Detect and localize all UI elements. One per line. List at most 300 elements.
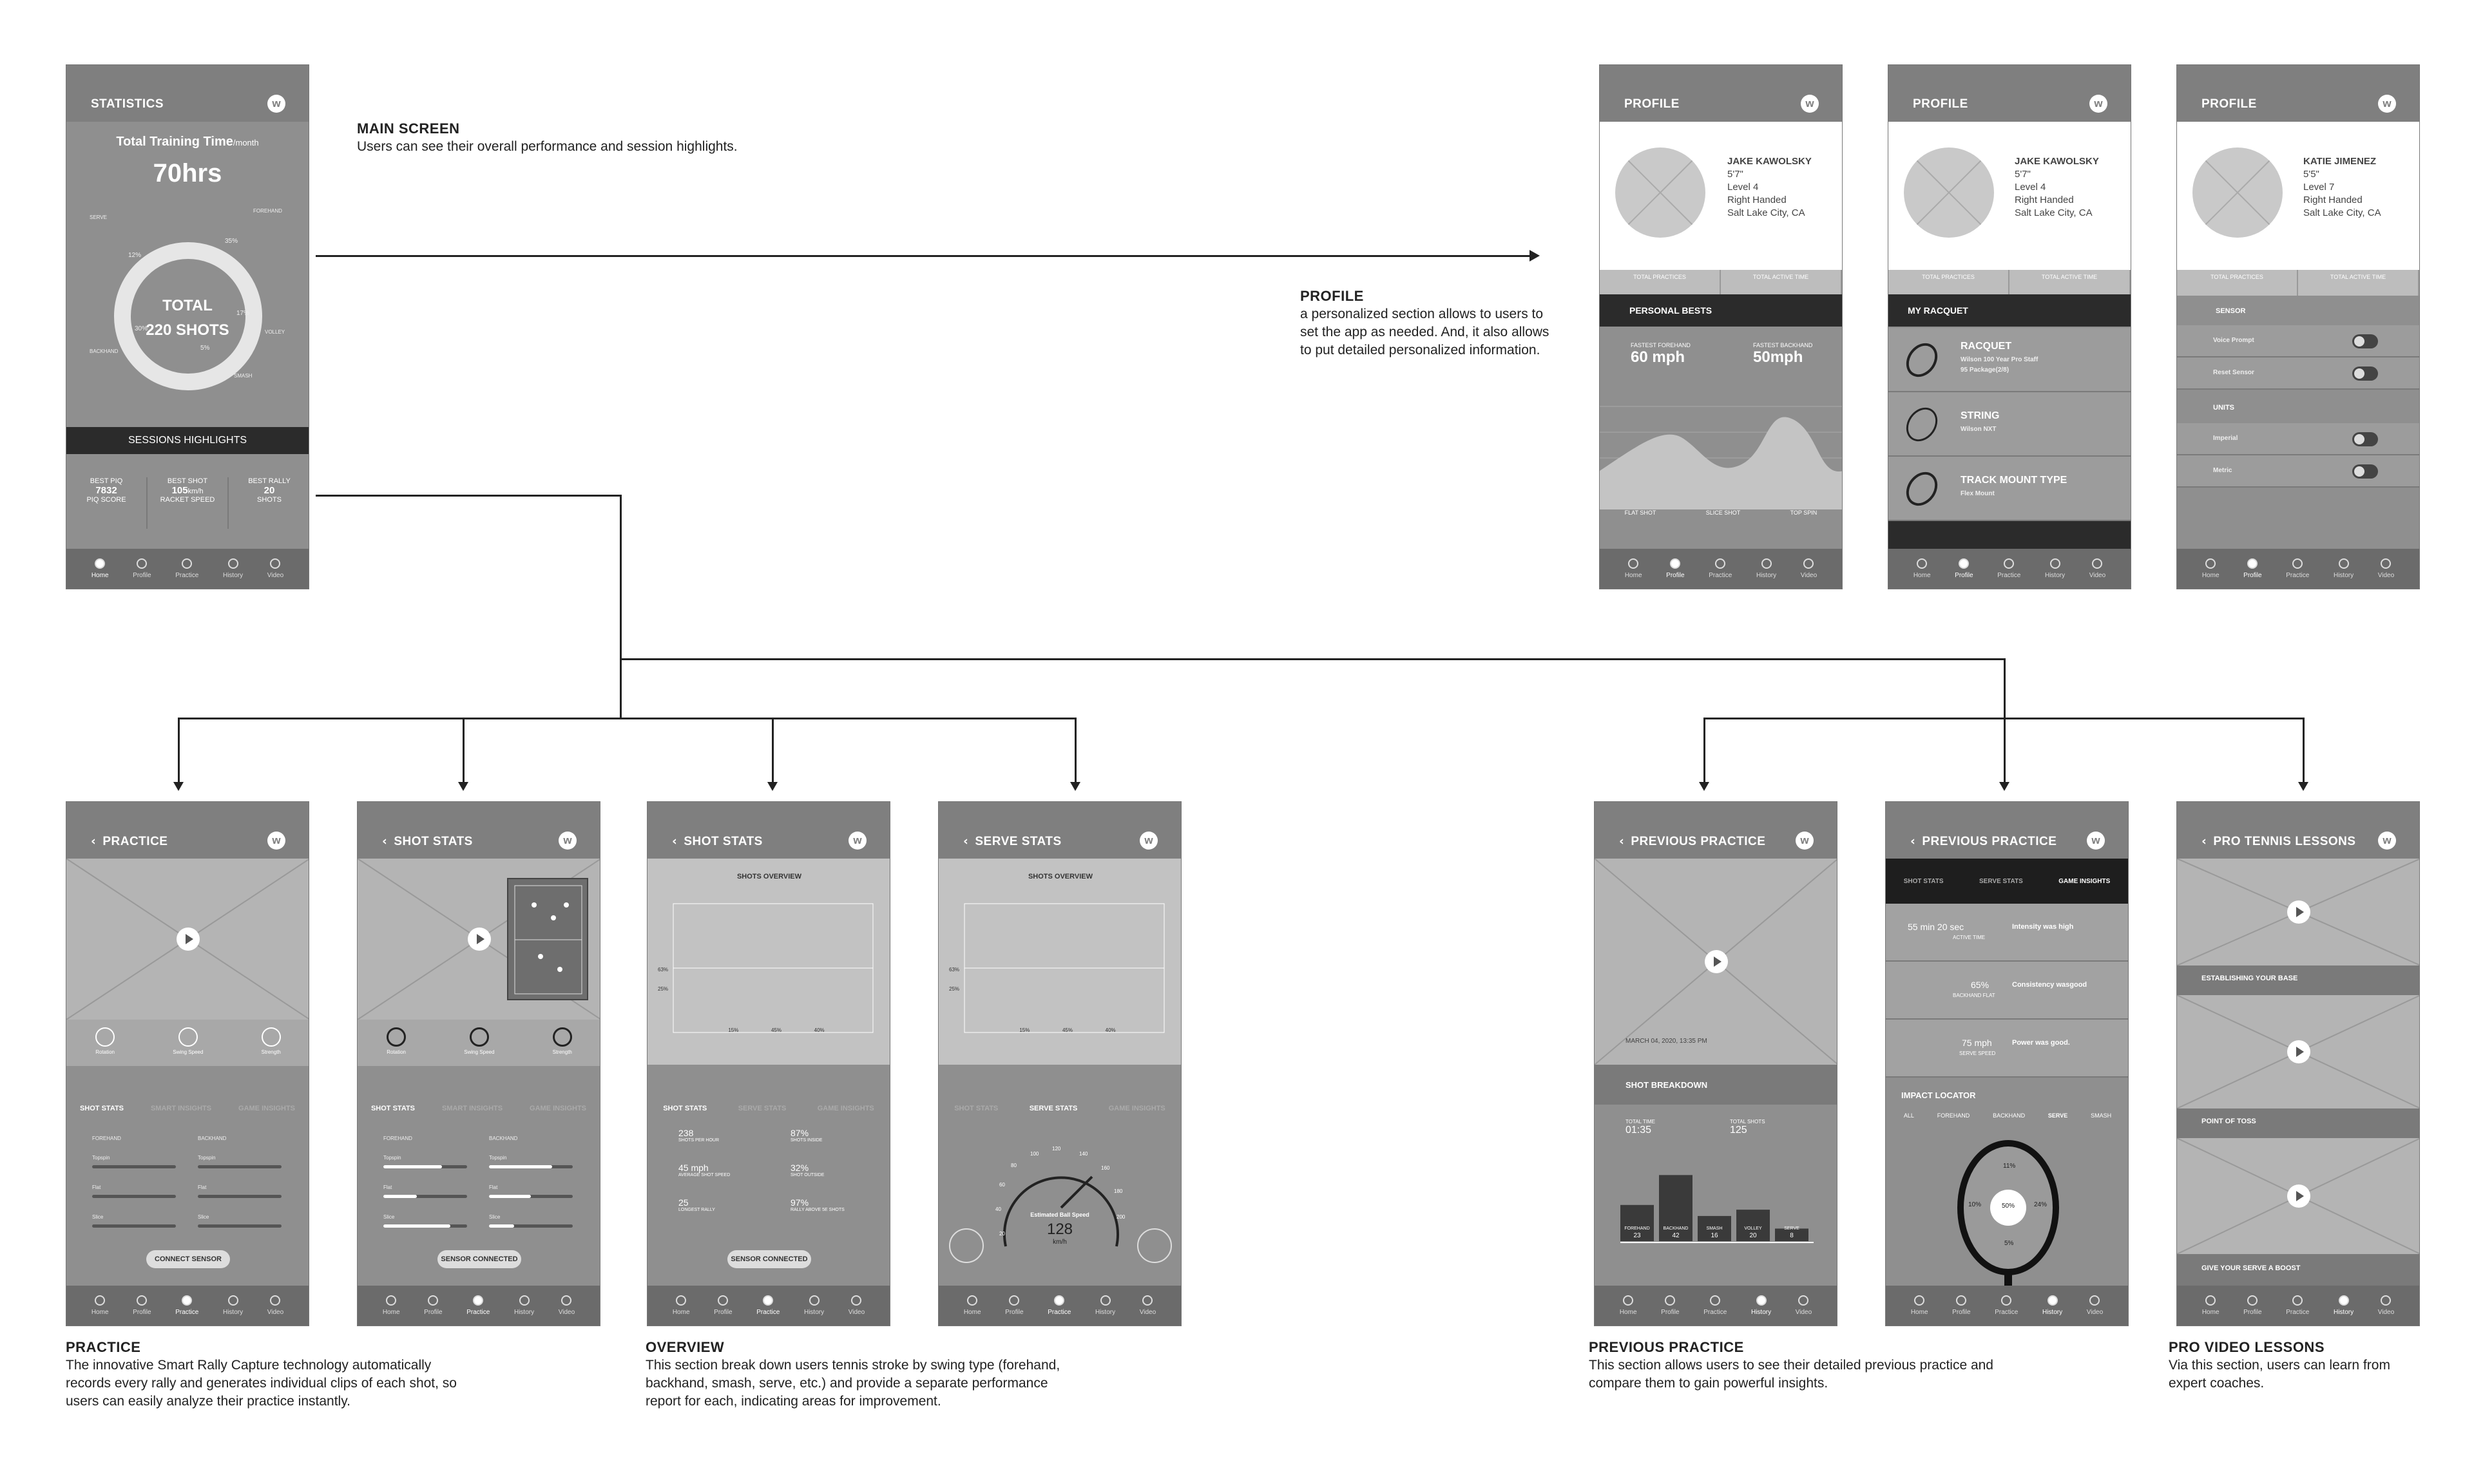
caption-profile: PROFILE a personalized section allows to users to set the app as needed. And, it also allows to put detailed personalized information. bbox=[1300, 288, 1549, 357]
connect-sensor-button[interactable]: CONNECT SENSOR bbox=[146, 1250, 230, 1268]
clock-icon bbox=[1756, 1295, 1767, 1306]
play-icon bbox=[1803, 558, 1814, 569]
highlight-best-shot: BEST SHOT 105km/h RACKET SPEED bbox=[148, 477, 229, 529]
home-icon bbox=[95, 1295, 105, 1306]
connector-left-h bbox=[178, 718, 1076, 719]
header: PROFILE w bbox=[2177, 65, 2419, 122]
pct-serve: 12% bbox=[128, 252, 142, 259]
breakdown-bar-value: 42 bbox=[1672, 1232, 1680, 1239]
sensor-label: SENSOR bbox=[2216, 307, 2246, 315]
breakdown-bar-value: 20 bbox=[1749, 1232, 1757, 1239]
my-racquet-bar: MY RACQUET bbox=[1888, 294, 2131, 327]
nav-history[interactable]: History bbox=[223, 1295, 243, 1316]
nav-profile[interactable]: Profile bbox=[424, 1295, 442, 1316]
nav-history[interactable]: History bbox=[1756, 558, 1776, 579]
nav-practice[interactable]: Practice bbox=[1997, 558, 2020, 579]
track-mount-icon bbox=[1900, 466, 1944, 511]
imperial-row: Imperial bbox=[2177, 423, 2419, 455]
profile-stats: TOTAL PRACTICES TOTAL ACTIVE TIME bbox=[1888, 270, 2131, 296]
imperial-toggle[interactable] bbox=[2352, 432, 2378, 446]
wilson-logo-icon: w bbox=[559, 832, 577, 850]
lesson-title-2: POINT OF TOSS bbox=[2177, 1108, 2419, 1138]
play-icon bbox=[2089, 1295, 2100, 1306]
breakdown-bar-label: BACKHAND bbox=[1663, 1226, 1689, 1231]
clock-icon bbox=[228, 558, 238, 569]
shots-overview-scatter bbox=[647, 859, 890, 1065]
home-icon bbox=[676, 1295, 686, 1306]
highlight-best-rally: BEST RALLY 20 SHOTS bbox=[248, 477, 291, 504]
forehand-flat-bar bbox=[92, 1195, 176, 1198]
play-button[interactable] bbox=[1705, 950, 1728, 973]
voice-prompt-row: Voice Prompt bbox=[2177, 325, 2419, 357]
nav-profile[interactable]: Profile bbox=[133, 558, 151, 579]
stats-tabs bbox=[939, 1105, 1181, 1112]
gauge-tick-labels: 20 40 60 80 100 120 140 160 180 200 bbox=[995, 1146, 1126, 1237]
breakdown-bar-value: 8 bbox=[1790, 1232, 1794, 1239]
wilson-logo-icon: w bbox=[1140, 832, 1158, 850]
avatar[interactable] bbox=[2192, 147, 2283, 238]
wilson-logo-icon: w bbox=[2089, 95, 2107, 113]
sensor-connected-button[interactable]: SENSOR CONNECTED bbox=[437, 1250, 521, 1268]
arrow-down-icon bbox=[1999, 782, 2009, 791]
play-icon bbox=[270, 1295, 280, 1306]
personal-bests-area-chart bbox=[1600, 387, 1843, 509]
lesson-video-1[interactable] bbox=[2177, 859, 2420, 966]
nav-home[interactable]: Home bbox=[383, 1295, 400, 1316]
pct-forehand: 35% bbox=[225, 238, 238, 245]
profile-stats: TOTAL PRACTICES TOTAL ACTIVE TIME bbox=[1600, 270, 1842, 296]
header: ‹ PRO TENNIS LESSONS w bbox=[2177, 802, 2419, 859]
nav-profile[interactable]: Profile bbox=[2243, 1295, 2261, 1316]
back-icon[interactable]: ‹ bbox=[672, 834, 678, 848]
impact-locator-title: IMPACT LOCATOR bbox=[1901, 1090, 1976, 1100]
nav-profile[interactable]: Profile bbox=[1666, 558, 1684, 579]
nav-history[interactable]: History bbox=[223, 558, 243, 579]
wilson-logo-icon: w bbox=[1796, 832, 1814, 850]
header: STATISTICS w bbox=[66, 65, 309, 122]
screen-serve-stats: ‹ SERVE STATS w SHOTS OVERVIEW 63% 25% 15% 45% 40% SHOT STATS SERVE STATS GAME INSIGHTS 20 40 60 80 100 120 140 160 180 200 Estimated Ball Speed 128 km/h Home Profile Practice History Video bbox=[938, 801, 1182, 1326]
nav-video[interactable]: Video bbox=[849, 1295, 865, 1316]
nav-profile[interactable]: Profile bbox=[1005, 1295, 1023, 1316]
screen-profile-racquet bbox=[1888, 64, 2131, 589]
profile-stats: TOTAL PRACTICES TOTAL ACTIVE TIME bbox=[2177, 270, 2419, 296]
screen-previous-practice-breakdown bbox=[1594, 801, 1837, 1326]
header: ‹ SERVE STATS w bbox=[939, 802, 1181, 859]
arrow-down-icon bbox=[173, 782, 184, 791]
tab-shot-stats[interactable]: SHOT STATS bbox=[79, 1105, 124, 1112]
units-label: UNITS bbox=[2213, 404, 2234, 412]
racquet-icon bbox=[2001, 1295, 2011, 1306]
racquet-icon bbox=[763, 1295, 773, 1306]
profile-icon bbox=[1665, 1295, 1675, 1306]
forehand-slice-bar bbox=[92, 1224, 176, 1228]
tab-smart-insights[interactable]: SMART INSIGHTS bbox=[150, 1105, 212, 1112]
nav-video[interactable]: Video bbox=[2378, 558, 2394, 579]
bottom-nav bbox=[66, 1286, 309, 1326]
header: ‹ SHOT STATS w bbox=[358, 802, 600, 859]
nav-history[interactable]: History bbox=[2045, 558, 2065, 579]
play-button[interactable] bbox=[2287, 900, 2310, 924]
serve-mini-dial-left bbox=[949, 1228, 984, 1263]
shot-breakdown-bar: SHOT BREAKDOWN bbox=[1595, 1065, 1837, 1105]
nav-home[interactable]: Home bbox=[1913, 558, 1931, 579]
wilson-logo-icon: w bbox=[2378, 95, 2396, 113]
bottom-nav bbox=[1595, 1286, 1837, 1326]
tab-shot-stats[interactable]: SHOT STATS bbox=[370, 1105, 416, 1112]
tab-game-insights[interactable]: GAME INSIGHTS bbox=[1108, 1105, 1165, 1112]
header: ‹ PRACTICE w bbox=[66, 802, 309, 859]
forehand-topspin-bar bbox=[383, 1165, 467, 1168]
profile-icon bbox=[1956, 1295, 1966, 1306]
clock-icon bbox=[228, 1295, 238, 1306]
breakdown-bar-value: 16 bbox=[1711, 1232, 1718, 1239]
stat-longest-rally: 25 LONGEST RALLY bbox=[678, 1197, 715, 1212]
metric-toggle[interactable] bbox=[2352, 464, 2378, 479]
racquet-icon bbox=[2004, 558, 2014, 569]
arrow-down-icon bbox=[2298, 782, 2308, 791]
racquet-icon bbox=[2292, 1295, 2303, 1306]
total-shots: TOTAL SHOTS 125 bbox=[1730, 1119, 1765, 1136]
arrow-down-icon bbox=[458, 782, 468, 791]
home-icon bbox=[1623, 1295, 1633, 1306]
play-icon bbox=[561, 1295, 571, 1306]
screen-pro-tennis-lessons bbox=[2176, 801, 2420, 1326]
shots-overview-panel: SHOTS OVERVIEW 63% 25% 15% 45% 40% bbox=[647, 859, 890, 1065]
stat-shots-inside: 87% SHOTS INSIDE bbox=[791, 1128, 823, 1143]
forehand-slice-bar bbox=[383, 1224, 467, 1228]
forehand-topspin-bar bbox=[92, 1165, 176, 1168]
nav-history[interactable]: History bbox=[514, 1295, 534, 1316]
nav-practice[interactable]: Practice bbox=[466, 1295, 490, 1316]
profile-card bbox=[1600, 122, 1842, 270]
training-time-value: 70hrs bbox=[153, 159, 222, 187]
stat-average-shot-speed: 45 mph AVERAGE SHOT SPEED bbox=[678, 1163, 731, 1177]
header: PROFILE w bbox=[1888, 65, 2131, 122]
insight-tabs bbox=[1886, 859, 2128, 904]
court-minimap bbox=[507, 878, 588, 1000]
video-placeholder[interactable]: MARCH 04, 2020, 13:35 PM bbox=[1595, 859, 1837, 1065]
nav-home[interactable]: Home bbox=[2202, 1295, 2220, 1316]
breakdown-bar bbox=[1659, 1175, 1692, 1241]
caption-pro-video-lessons: PRO VIDEO LESSONS Via this section, users can learn from expert coaches. bbox=[2169, 1339, 2390, 1391]
back-icon[interactable]: ‹ bbox=[2201, 834, 2207, 848]
back-icon[interactable]: ‹ bbox=[382, 834, 388, 848]
clock-icon bbox=[809, 1295, 820, 1306]
backhand-flat-bar bbox=[198, 1195, 282, 1198]
bottom-nav bbox=[66, 549, 309, 589]
caption-main-screen: MAIN SCREEN Users can see their overall performance and session highlights. bbox=[357, 120, 738, 154]
avatar[interactable] bbox=[1615, 147, 1705, 238]
wilson-logo-icon: w bbox=[2087, 832, 2105, 850]
header: ‹ PREVIOUS PRACTICE w bbox=[1595, 802, 1837, 859]
clock-icon bbox=[2339, 558, 2349, 569]
clock-icon bbox=[1761, 558, 1772, 569]
screen-practice: ‹ PRACTICE w Rotation Swing Speed Strength SHOT STATS SMART INSIGHTS GAME INSIGHTS FOREHAND BACKHAND Topspin Flat Slice Topspin Flat Slice CONNECT SENSOR Home Profile Practice History Video bbox=[66, 801, 309, 1326]
tab-serve-stats[interactable]: SERVE STATS bbox=[1029, 1105, 1078, 1112]
stat-shot-outside: 32% SHOT OUTSIDE bbox=[791, 1163, 825, 1177]
tab-game-insights[interactable]: GAME INSIGHTS bbox=[530, 1105, 587, 1112]
profile-icon bbox=[1959, 558, 1969, 569]
racquet-icon bbox=[182, 1295, 192, 1306]
bottom-nav bbox=[647, 1286, 890, 1326]
bottom-nav bbox=[358, 1286, 600, 1326]
header: ‹ PREVIOUS PRACTICE w bbox=[1886, 802, 2128, 859]
nav-video[interactable]: Video bbox=[2378, 1295, 2394, 1316]
profile-info: KATIE JIMENEZ 5'5" Level 7 Right Handed Salt Lake City, CA bbox=[2303, 156, 2381, 218]
nav-history[interactable]: History bbox=[2042, 1295, 2062, 1316]
screen-overview-shot-stats bbox=[647, 801, 890, 1326]
breakdown-bar-value: 23 bbox=[1633, 1232, 1641, 1239]
shots-overview-panel: SHOTS OVERVIEW 63% 25% 15% 45% 40% bbox=[939, 859, 1182, 1065]
nav-home[interactable]: Home bbox=[1620, 1295, 1637, 1316]
backhand-flat-bar bbox=[489, 1195, 573, 1198]
track-mount-row[interactable]: TRACK MOUNT TYPE Flex Mount bbox=[1888, 457, 2131, 521]
arrow-down-icon bbox=[1070, 782, 1080, 791]
bottom-nav bbox=[1886, 1286, 2128, 1326]
bottom-nav bbox=[1600, 549, 1842, 589]
stats-tabs bbox=[647, 1105, 890, 1112]
gauge-value: 128 bbox=[1046, 1221, 1073, 1238]
play-icon bbox=[1142, 1295, 1153, 1306]
donut-total-shots: 220 SHOTS bbox=[146, 321, 229, 339]
play-button[interactable] bbox=[2287, 1184, 2310, 1208]
home-icon bbox=[1917, 558, 1927, 569]
header: PROFILE w bbox=[1600, 65, 1842, 122]
shots-overview-scatter bbox=[939, 859, 1182, 1065]
nav-profile[interactable]: Profile bbox=[714, 1295, 732, 1316]
backhand-slice-bar bbox=[489, 1224, 573, 1228]
nav-home[interactable]: Home bbox=[91, 558, 109, 579]
play-icon bbox=[270, 558, 280, 569]
clock-icon bbox=[1100, 1295, 1111, 1306]
breakdown-bar-label: SMASH bbox=[1706, 1226, 1723, 1231]
backhand-topspin-bar bbox=[489, 1165, 573, 1168]
play-icon bbox=[2381, 1295, 2391, 1306]
profile-info: JAKE KAWOLSKY 5'7" Level 4 Right Handed Salt Lake City, CA bbox=[2015, 156, 2099, 218]
wilson-logo-icon: w bbox=[267, 95, 285, 113]
nav-home[interactable]: Home bbox=[1625, 558, 1642, 579]
home-icon bbox=[2205, 558, 2216, 569]
tab-serve-stats[interactable]: SERVE STATS bbox=[738, 1105, 787, 1112]
dial-strength: Strength bbox=[553, 1027, 572, 1055]
nav-practice[interactable]: Practice bbox=[1703, 1295, 1727, 1316]
connector-branch-right-v bbox=[2004, 658, 2006, 787]
bottom-nav bbox=[939, 1286, 1181, 1326]
tab-shot-stats[interactable]: SHOT STATS bbox=[663, 1105, 707, 1112]
clock-icon bbox=[2050, 558, 2060, 569]
profile-icon bbox=[137, 558, 147, 569]
nav-home[interactable]: Home bbox=[673, 1295, 690, 1316]
bottom-nav bbox=[2177, 549, 2419, 589]
nav-profile[interactable]: Profile bbox=[1955, 558, 1973, 579]
nav-profile[interactable]: Profile bbox=[1952, 1295, 1970, 1316]
nav-history[interactable]: History bbox=[804, 1295, 824, 1316]
home-icon bbox=[967, 1295, 977, 1306]
nav-practice[interactable]: Practice bbox=[1048, 1295, 1071, 1316]
profile-card bbox=[2177, 122, 2419, 270]
sensor-connected-button[interactable]: SENSOR CONNECTED bbox=[727, 1250, 811, 1268]
play-button[interactable] bbox=[177, 928, 200, 951]
dial-rotation: Rotation bbox=[387, 1027, 406, 1055]
insight-backhand-flat: 65% BACKHAND FLAT Consistency wasgood bbox=[1886, 962, 2128, 1020]
clock-icon bbox=[519, 1295, 530, 1306]
nav-practice[interactable]: Practice bbox=[1995, 1295, 2018, 1316]
avatar[interactable] bbox=[1904, 147, 1994, 238]
pct-volley: 17% bbox=[236, 310, 250, 317]
string-icon bbox=[1900, 401, 1944, 447]
wilson-logo-icon: w bbox=[2378, 832, 2396, 850]
nav-profile[interactable]: Profile bbox=[133, 1295, 151, 1316]
nav-video[interactable]: Video bbox=[267, 558, 283, 579]
profile-info: JAKE KAWOLSKY 5'7" Level 4 Right Handed Salt Lake City, CA bbox=[1727, 156, 1812, 218]
connector-right-h bbox=[1703, 718, 2304, 719]
racquet-icon bbox=[182, 558, 192, 569]
racquet-icon bbox=[473, 1295, 483, 1306]
stats-tabs bbox=[66, 1105, 309, 1112]
breakdown-bar-label: SERVE bbox=[1784, 1226, 1799, 1231]
nav-home[interactable]: Home bbox=[91, 1295, 109, 1316]
play-button[interactable] bbox=[468, 928, 491, 951]
home-icon bbox=[2205, 1295, 2216, 1306]
nav-video[interactable]: Video bbox=[1140, 1295, 1156, 1316]
clock-icon bbox=[2047, 1295, 2058, 1306]
arrow-down-icon bbox=[767, 782, 778, 791]
nav-practice[interactable]: Practice bbox=[1709, 558, 1732, 579]
racquet-icon bbox=[1900, 337, 1944, 383]
donut-total-label: TOTAL bbox=[162, 297, 213, 314]
total-time: TOTAL TIME 01:35 bbox=[1625, 1119, 1655, 1136]
string-row[interactable]: STRING Wilson NXT bbox=[1888, 392, 2131, 457]
back-icon[interactable]: ‹ bbox=[1619, 834, 1625, 848]
play-icon bbox=[851, 1295, 861, 1306]
insight-serve-speed: 75 mph SERVE SPEED Power was good. bbox=[1886, 1020, 2128, 1078]
arrow-down-icon bbox=[1699, 782, 1709, 791]
shot-breakdown-chart bbox=[1620, 1163, 1814, 1259]
tab-serve-stats[interactable]: SERVE STATS bbox=[1979, 877, 2023, 885]
racquet-icon bbox=[1715, 558, 1725, 569]
tab-shot-stats[interactable]: SHOT STATS bbox=[954, 1105, 999, 1112]
connector-practice-v bbox=[620, 495, 622, 718]
nav-home[interactable]: Home bbox=[964, 1295, 981, 1316]
tab-game-insights[interactable]: GAME INSIGHTS bbox=[817, 1105, 874, 1112]
nav-history[interactable]: History bbox=[2334, 1295, 2354, 1316]
connector-main-profile bbox=[316, 255, 1532, 257]
screen-statistics: STATISTICS w Total Training Time/month 70hrs TOTAL 220 SHOTS 12% 35% 17% 30% 5% SERVE FOREHAND VOLLEY BACKHAND SMASH SESSIONS HIGHLIGHTS BEST PIQ 7832 PIQ SCORE BEST SHOT 105km/h RACKET SPEED BEST RALLY 20 SHOTS Home Profile Practice History Video bbox=[66, 64, 309, 589]
tab-game-insights[interactable]: GAME INSIGHTS bbox=[2058, 877, 2111, 885]
racquet-icon bbox=[1054, 1295, 1064, 1306]
dial-rotation: Rotation bbox=[95, 1027, 115, 1055]
video-placeholder[interactable] bbox=[66, 859, 309, 1020]
nav-home[interactable]: Home bbox=[1911, 1295, 1928, 1316]
breakdown-bar-label: FOREHAND bbox=[1624, 1226, 1650, 1231]
wilson-logo-icon: w bbox=[267, 832, 285, 850]
profile-icon bbox=[718, 1295, 728, 1306]
nav-video[interactable]: Video bbox=[2087, 1295, 2103, 1316]
arrow-right-icon bbox=[1529, 250, 1540, 262]
stat-rally-above: 97% RALLY ABOVE 5E SHOTS bbox=[791, 1197, 845, 1212]
racquet-row[interactable]: RACQUET Wilson 100 Year Pro Staff 95 Package(2/8) bbox=[1888, 328, 2131, 392]
stat-shots-per-hour: 238 SHOTS PER HOUR bbox=[678, 1128, 720, 1143]
breakdown-bar-label: VOLLEY bbox=[1744, 1226, 1762, 1231]
dial-strength: Strength bbox=[262, 1027, 281, 1055]
nav-practice[interactable]: Practice bbox=[175, 1295, 198, 1316]
screen-profile-settings bbox=[2176, 64, 2420, 589]
back-icon[interactable]: ‹ bbox=[91, 834, 97, 848]
nav-practice[interactable]: Practice bbox=[756, 1295, 780, 1316]
back-icon[interactable]: ‹ bbox=[1910, 834, 1916, 848]
wilson-logo-icon: w bbox=[849, 832, 867, 850]
profile-icon bbox=[2247, 1295, 2258, 1306]
nav-history[interactable]: History bbox=[1095, 1295, 1115, 1316]
bottom-nav bbox=[2177, 1286, 2419, 1326]
nav-practice[interactable]: Practice bbox=[175, 558, 198, 579]
caption-practice: PRACTICE The innovative Smart Rally Capture technology automatically records every rally and generates individual clips of each shot, so users can easily analyze their practice instantly. bbox=[66, 1339, 457, 1409]
play-button[interactable] bbox=[2287, 1040, 2310, 1063]
nav-profile[interactable]: Profile bbox=[2243, 558, 2261, 579]
personal-bests-bar: PERSONAL BESTS bbox=[1600, 294, 1842, 327]
serve-mini-dial-right bbox=[1137, 1228, 1172, 1263]
racquet-impact-map bbox=[1950, 1137, 2066, 1286]
pct-backhand: 30% bbox=[135, 325, 148, 332]
metric-row: Metric bbox=[2177, 455, 2419, 488]
sessions-highlights-bar: SESSIONS HIGHLIGHTS bbox=[66, 427, 309, 454]
play-icon bbox=[2381, 558, 2391, 569]
connector-branch-top bbox=[620, 658, 2005, 660]
nav-practice[interactable]: Practice bbox=[2286, 558, 2309, 579]
insight-active-time: 55 min 20 sec ACTIVE TIME Intensity was high bbox=[1886, 904, 2128, 962]
voice-prompt-toggle[interactable] bbox=[2352, 334, 2378, 348]
tab-smart-insights[interactable]: SMART INSIGHTS bbox=[441, 1105, 503, 1112]
bottom-nav bbox=[1888, 549, 2131, 589]
lesson-video-2[interactable] bbox=[2177, 995, 2420, 1108]
reset-sensor-toggle[interactable] bbox=[2352, 366, 2378, 381]
nav-profile[interactable]: Profile bbox=[1661, 1295, 1679, 1316]
home-icon bbox=[386, 1295, 396, 1306]
backhand-slice-bar bbox=[198, 1224, 282, 1228]
tab-game-insights[interactable]: GAME INSIGHTS bbox=[238, 1105, 296, 1112]
lesson-video-3[interactable] bbox=[2177, 1138, 2420, 1254]
nav-practice[interactable]: Practice bbox=[2286, 1295, 2309, 1316]
nav-video[interactable]: Video bbox=[559, 1295, 575, 1316]
play-icon bbox=[1798, 1295, 1808, 1306]
back-icon[interactable]: ‹ bbox=[963, 834, 969, 848]
header: ‹ SHOT STATS w bbox=[647, 802, 890, 859]
wilson-logo-icon: w bbox=[1801, 95, 1819, 113]
screen-profile-personal-bests: PROFILE w JAKE KAWOLSKY 5'7" Level 4 Right Handed Salt Lake City, CA TOTAL PRACTICES TOTAL ACTIVE TIME PERSONAL BESTS FASTEST FOREHAND 60 mph FASTEST BACKHAND 50mph FLAT SHOT SLICE SHOT TOP SPIN Home Profile Practice History Video bbox=[1599, 64, 1843, 589]
dial-swing-speed: Swing Speed bbox=[464, 1027, 494, 1055]
nav-history[interactable]: History bbox=[1751, 1295, 1771, 1316]
nav-home[interactable]: Home bbox=[2202, 558, 2220, 579]
highlight-best-piq: BEST PIQ 7832 PIQ SCORE bbox=[66, 477, 148, 529]
tab-shot-stats[interactable]: SHOT STATS bbox=[1903, 877, 1944, 885]
caption-overview: OVERVIEW This section break down users tennis stroke by swing type (forehand, backhand, smash, serve, etc.) and provide a separate performance report for each, indicating areas for improvement. bbox=[646, 1339, 1060, 1409]
nav-video[interactable]: Video bbox=[1801, 558, 1817, 579]
caption-previous-practice: PREVIOUS PRACTICE This section allows users to see their detailed previous practice and compare them to gain powerful insights. bbox=[1589, 1339, 1993, 1391]
nav-video[interactable]: Video bbox=[2089, 558, 2105, 579]
nav-video[interactable]: Video bbox=[267, 1295, 283, 1316]
impact-filters: ALL FOREHAND BACKHAND SERVE SMASH bbox=[1903, 1112, 2112, 1119]
video-placeholder[interactable] bbox=[358, 859, 600, 1020]
lesson-title-3: GIVE YOUR SERVE A BOOST bbox=[2177, 1254, 2419, 1286]
profile-card bbox=[1888, 122, 2131, 270]
home-icon bbox=[1628, 558, 1638, 569]
clock-icon bbox=[2339, 1295, 2349, 1306]
nav-video[interactable]: Video bbox=[1796, 1295, 1812, 1316]
lesson-title-1: ESTABLISHING YOUR BASE bbox=[2177, 966, 2419, 995]
racquet-icon bbox=[2292, 558, 2303, 569]
profile-icon bbox=[428, 1295, 438, 1306]
nav-history[interactable]: History bbox=[2334, 558, 2354, 579]
